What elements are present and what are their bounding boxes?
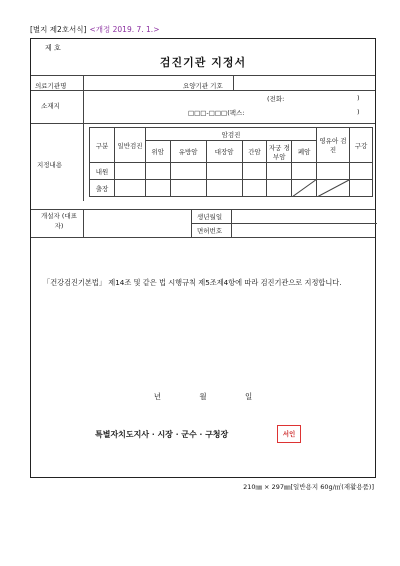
contents-label: 지정내용 xyxy=(37,161,63,169)
infant-outreach-na xyxy=(317,180,350,197)
paper-spec: 210㎜ × 297㎜[일반용지 60g/㎡(재활용품)] xyxy=(243,483,374,491)
form-title: 검진기관 지정서 xyxy=(159,56,247,69)
date-day: 일 xyxy=(245,392,253,401)
designation-statement: 「건강검진기본법」 제14조 및 같은 법 시행규칙 제5조제4항에 따라 검진기관으로 지정합니다. xyxy=(43,278,342,287)
date-month: 월 xyxy=(199,392,207,401)
row-label-visit: 내원 xyxy=(90,163,115,180)
postal-fax-label: □□□-□□□(팩스: xyxy=(188,109,245,117)
cancer-col-liver: 간암 xyxy=(242,141,267,163)
cancer-col-lung: 폐암 xyxy=(292,141,317,163)
date-year: 년 xyxy=(153,392,161,401)
designation-form xyxy=(30,38,376,478)
row-label-outreach: 출장 xyxy=(90,180,115,197)
address-label: 소재지 xyxy=(41,102,60,110)
cancer-col-stomach: 위암 xyxy=(146,141,171,163)
registration-number-label: 제 호 xyxy=(45,44,61,52)
cancer-header: 암검진 xyxy=(146,128,317,141)
cancer-col-cervix: 자궁 경부암 xyxy=(267,141,292,163)
birth-date-label: 생년월일 xyxy=(197,213,223,221)
revision-note: <개정 2019. 7. 1.> xyxy=(89,25,160,34)
lung-outreach-na xyxy=(292,180,317,197)
form-number: [별지 제2호서식] xyxy=(30,25,87,34)
issuing-authority: 특별자치도지사 · 시장 · 군수 · 구청장 xyxy=(95,429,229,439)
fax-close: ) xyxy=(357,108,360,116)
type-header: 구분 xyxy=(90,128,115,163)
form-header xyxy=(30,24,159,35)
care-code-label: 요양기관 기호 xyxy=(183,82,223,90)
cancer-col-breast: 유방암 xyxy=(170,141,206,163)
cancer-col-colon: 대장암 xyxy=(206,141,242,163)
general-header: 일반검진 xyxy=(115,128,146,163)
phone-label: (전화: xyxy=(267,95,285,103)
oral-header: 구강 xyxy=(350,128,373,163)
issue-date xyxy=(31,391,375,402)
designation-table xyxy=(89,127,373,197)
institution-label: 의료기관명 xyxy=(35,82,67,90)
founder-label: 개설자 (대표자) xyxy=(41,212,77,230)
official-seal: 서인 xyxy=(277,425,301,443)
infant-header: 영유아 검진 xyxy=(317,128,350,163)
phone-close: ) xyxy=(357,94,360,102)
license-number-label: 면허번호 xyxy=(197,227,223,235)
